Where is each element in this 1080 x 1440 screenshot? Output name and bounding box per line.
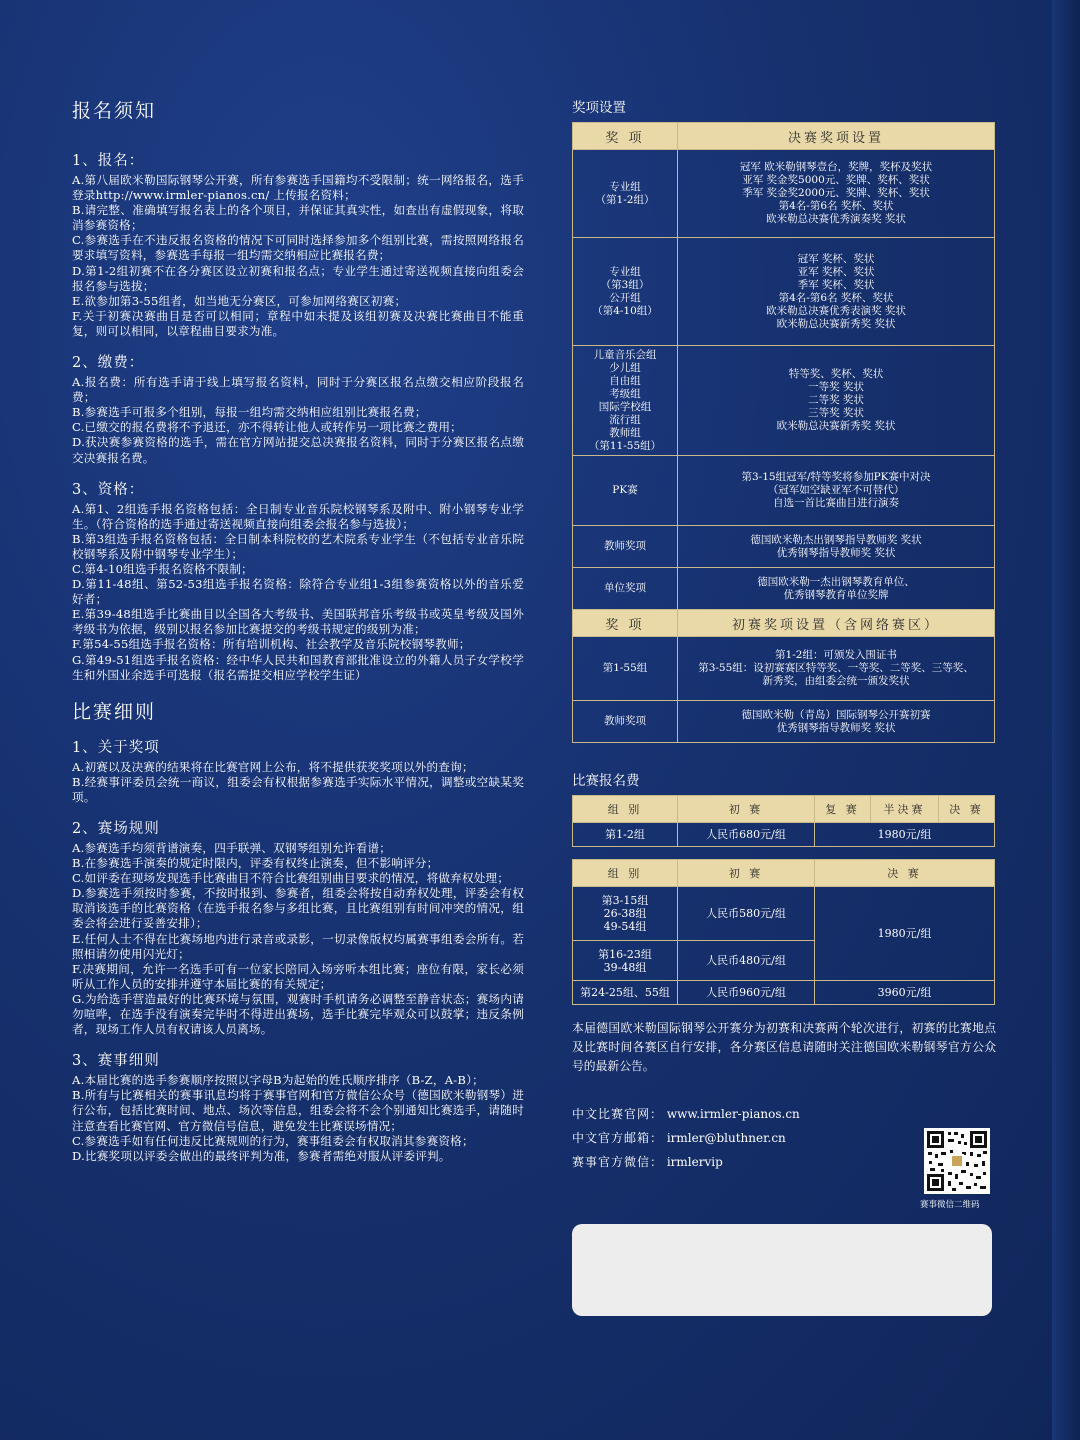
fees2-header-prelim: 初 赛 bbox=[678, 860, 815, 887]
fees1-rest: 1980元/组 bbox=[815, 823, 995, 847]
fees2-header-group: 组 别 bbox=[573, 860, 678, 887]
contact-website bbox=[572, 1102, 996, 1126]
award-desc: 德国欧米勒杰出钢琴指导教师奖 奖状 优秀钢琴指导教师奖 奖状 bbox=[678, 526, 995, 568]
awards-table bbox=[572, 122, 995, 743]
fees2-prelim-2: 人民币480元/组 bbox=[678, 941, 815, 981]
fees1-header-prelim: 初 赛 bbox=[678, 796, 815, 823]
right-column bbox=[572, 96, 996, 1210]
contact-email-link[interactable]: irmler@bluthner.cn bbox=[666, 1131, 786, 1145]
award-group: PK赛 bbox=[573, 456, 678, 526]
section-1 bbox=[72, 736, 524, 805]
section-1 bbox=[72, 149, 524, 339]
awards-header2-col2: 初赛奖项设置（含网络赛区） bbox=[678, 610, 995, 637]
award-desc: 第3-15组冠军/特等奖将参加PK赛中对决 （冠军如空缺亚军不可替代） 自选一首比赛曲目进行演奏 bbox=[678, 456, 995, 526]
section-heading: 1、报名： bbox=[72, 153, 145, 169]
fees2-final-3: 3960元/组 bbox=[815, 981, 995, 1005]
rules-sections bbox=[72, 736, 524, 1164]
rules-title: 比赛细则 bbox=[72, 700, 157, 723]
contact-website-label: 中文比赛官网： bbox=[572, 1107, 664, 1121]
registration-sections bbox=[72, 149, 524, 683]
award-desc: 德国欧米勒（青岛）国际钢琴公开赛初赛 优秀钢琴指导教师奖 奖状 bbox=[678, 701, 995, 743]
award-row bbox=[573, 238, 995, 346]
page-spine bbox=[1052, 0, 1080, 1440]
awards-title: 奖项设置 bbox=[572, 100, 626, 116]
award-group: 第1-55组 bbox=[573, 637, 678, 701]
award-row bbox=[573, 568, 995, 610]
award-group: 专业组 （第3组） 公开组 （第4-10组） bbox=[573, 238, 678, 346]
section-3 bbox=[72, 478, 524, 683]
registration-title: 报名须知 bbox=[72, 100, 157, 122]
award-row bbox=[573, 346, 995, 456]
section-3 bbox=[72, 1049, 524, 1164]
award-desc: 冠军 欧米勒钢琴壹台，奖牌，奖杯及奖状 亚军 奖金奖5000元、奖牌、奖杯、奖状 季军 奖金奖2000元、奖牌、奖杯、奖状 第4名-第6名 奖杯、奖状 欧米勒总决赛优秀演奏奖 奖状 bbox=[678, 150, 995, 238]
award-desc: 德国欧米勒一杰出钢琴教育单位、 优秀钢琴教育单位奖牌 bbox=[678, 568, 995, 610]
award-row bbox=[573, 456, 995, 526]
fees2-prelim-1: 人民币580元/组 bbox=[678, 887, 815, 941]
section-text: A.报名费：所有选手请于线上填写报名资料，同时于分赛区报名点缴交相应阶段报名费； B.参赛选手可报多个组别，每报一组均需交纳相应组别比赛报名费； C.已缴交的报名费将不予退还，亦不得转让他人或转作另一项比赛之费用； D.获决赛参赛资格的选手，需在官方网站提交总决赛报名资料，同时于分赛区报名点缴交决赛报名费。 bbox=[72, 375, 524, 465]
fees1-header-semi: 半决赛 bbox=[871, 796, 939, 823]
section-heading: 3、资格： bbox=[72, 481, 145, 498]
contact-wechat-label: 赛事官方微信： bbox=[572, 1155, 664, 1169]
award-desc: 冠军 奖杯、奖状 亚军 奖杯、奖状 季军 奖杯、奖状 第4名-第6名 奖杯、奖状 欧米勒总决赛优秀表演奖 奖状 欧米勒总决赛新秀奖 奖状 bbox=[678, 238, 995, 346]
section-2 bbox=[72, 351, 524, 466]
section-text: A.本届比赛的选手参赛顺序按照以字母B为起始的姓氏顺序排序（B-Z，A-B）； B.所有与比赛相关的赛事讯息均将于赛事官网和官方微信公众号（德国欧米勒钢琴）进行公布，包括比赛时间、地点、场次等信息，组委会将不会个别通知比赛选手，请随时注意查看比赛官网、官方微信号信息，避免发生比赛误场情况； C.参赛选手如有任何违反比赛规则的行为，赛事组委会有权取消其参赛资格； D.比赛奖项以评委会做出的最终评判为准，参赛者需绝对服从评委评判。 bbox=[72, 1073, 524, 1163]
award-row bbox=[573, 637, 995, 701]
fees2-group-3: 第24-25组、55组 bbox=[573, 981, 678, 1005]
award-row bbox=[573, 526, 995, 568]
award-row bbox=[573, 701, 995, 743]
fees1-header-final: 决 赛 bbox=[938, 796, 994, 823]
section-heading: 1、关于奖项 bbox=[72, 739, 160, 756]
fees2-shared-final: 1980元/组 bbox=[815, 887, 995, 981]
wechat-qr-code-icon bbox=[924, 1128, 990, 1194]
fees2-prelim-3: 人民币960元/组 bbox=[678, 981, 815, 1005]
left-column bbox=[72, 96, 524, 1176]
section-text: A.第八届欧米勒国际钢琴公开赛，所有参赛选手国籍均不受限制；统一网络报名，选手登录http://www.irmler-pianos.cn/ 上传报名资料； B.请完整、准确填写报名表上的各个项目，并保证其真实性，如查出有虚假现象，将取消参赛资格； C.参赛选手在不违反报名资格的情况下可同时选择参加多个组别比赛，需按照网络报名要求填写资料，参赛选手每报一组均需交纳相应比赛报名费； D.第1-2组初赛不在各分赛区设立初赛和报名点；专业学生通过寄送视频直接向组委会报名参与选拔； E.欲参加第3-55组者，如当地无分赛区，可参加网络赛区初赛； F.关于初赛决赛曲目是否可以相同；章程中如未提及该组初赛及决赛比赛曲目不能重复，则可以相同，以章程曲目要求为准。 bbox=[72, 173, 524, 338]
section-text: A.第1、2组选手报名资格包括：全日制专业音乐院校钢琴系及附中、附小钢琴专业学生。（符合资格的选手通过寄送视频直接向组委会报名参与选拔）； B.第3组选手报名资格包括：全日制本科院校的艺术院系专业学生（不包括专业音乐院校钢琴系及附中钢琴专业学生）； C.第4-10组选手报名资格不限制； D.第11-48组、第52-53组选手报名资格：除符合专业组1-3组参赛资格以外的音乐爱好者； E.第39-48组选手比赛曲目以全国各大考级书、美国联邦音乐考级书或英皇考级及国外考级书为依据，级别以报名参加比赛提交的考级书规定的级别为准； F.第54-55组选手报名资格：所有培训机构、社会教学及音乐院校钢琴教师； G.第49-51组选手报名资格：经中华人民共和国教育部批准设立的外籍人员子女学校学生和外国业余选手可选报（报名需提交相应学校学生证） bbox=[72, 501, 524, 682]
award-group: 儿童音乐会组 少儿组 自由组 考级组 国际学校组 流行组 教师组 （第11-55组） bbox=[573, 346, 678, 456]
blank-box bbox=[572, 1224, 992, 1316]
section-2 bbox=[72, 817, 524, 1037]
contact-wechat-id: irmlervip bbox=[666, 1155, 723, 1169]
fees1-header-second: 复 赛 bbox=[815, 796, 871, 823]
awards-header-col2: 决赛奖项设置 bbox=[678, 123, 995, 150]
section-heading: 2、赛场规则 bbox=[72, 821, 160, 837]
section-heading: 2、缴费： bbox=[72, 355, 145, 372]
awards-header2-col1: 奖 项 bbox=[573, 610, 678, 637]
section-text: A.参赛选手均须背谱演奏，四手联弹、双钢琴组别允许看谱； B.在参赛选手演奏的规定时限内，评委有权终止演奏，但不影响评分； C.如评委在现场发现选手比赛曲目不符合比赛组别曲目要求的情况，将做弃权处理； D.参赛选手须按时参赛，不按时报到、参赛者，组委会将按自动弃权处理，评委会有权取消该选手的比赛资格（在选手报名参与多组比赛，且比赛组别有时间冲突的情况，组委会将会进行妥善安排）； E.任何人士不得在比赛场地内进行录音或录影，一切录像版权均属赛事组委会所有。若照相请勿使用闪光灯； F.决赛期间，允许一名选手可有一位家长陪同入场旁听本组比赛；座位有限，家长必须听从工作人员的安排并遵守本届比赛的有关规定； G.为给选手营造最好的比赛环境与氛围，观赛时手机请务必调整至静音状态；赛场内请勿喧哗，在选手没有演奏完毕时不得进出赛场，选手比赛完毕观众可以鼓掌；违反条例者，现场工作人员有权请该人员离场。 bbox=[72, 841, 524, 1037]
contact-website-link[interactable]: www.irmler-pianos.cn bbox=[666, 1107, 800, 1121]
award-group: 教师奖项 bbox=[573, 526, 678, 568]
fees1-prelim: 人民币680元/组 bbox=[678, 823, 815, 847]
fees1-header-group: 组 别 bbox=[573, 796, 678, 823]
award-desc: 第1-2组：可颁发入围证书 第3-55组：设初赛赛区特等奖、一等奖、二等奖、三等奖、 新秀奖，由组委会统一颁发奖状 bbox=[678, 637, 995, 701]
fees-table-1 bbox=[572, 795, 995, 847]
award-group: 教师奖项 bbox=[573, 701, 678, 743]
award-desc: 特等奖、奖杯、奖状 一等奖 奖状 二等奖 奖状 三等奖 奖状 欧米勒总决赛新秀奖 奖状 bbox=[678, 346, 995, 456]
contact-email-label: 中文官方邮箱： bbox=[572, 1131, 664, 1145]
fees-title: 比赛报名费 bbox=[572, 773, 640, 789]
fees2-header-final: 决 赛 bbox=[815, 860, 995, 887]
award-row bbox=[573, 150, 995, 238]
fees2-group-1: 第3-15组 26-38组 49-54组 bbox=[573, 887, 678, 941]
qr-caption: 赛事微信二维码 bbox=[920, 1200, 980, 1210]
notice-text: 本届德国欧米勒国际钢琴公开赛分为初赛和决赛两个轮次进行，初赛的比赛地点及比赛时间各赛区自行安排，各分赛区信息请随时关注德国欧米勒钢琴官方公众号的最新公告。 bbox=[572, 1021, 996, 1073]
fees2-group-2: 第16-23组 39-48组 bbox=[573, 941, 678, 981]
award-group: 单位奖项 bbox=[573, 568, 678, 610]
fees1-group: 第1-2组 bbox=[573, 823, 678, 847]
awards-header-col1: 奖 项 bbox=[573, 123, 678, 150]
award-group: 专业组 （第1-2组） bbox=[573, 150, 678, 238]
section-heading: 3、赛事细则 bbox=[72, 1053, 160, 1070]
section-text: A.初赛以及决赛的结果将在比赛官网上公布，将不提供获奖奖项以外的查询； B.经赛事评委员会统一商议，组委会有权根据参赛选手实际水平情况，调整或空缺某奖项。 bbox=[72, 759, 524, 804]
fees-table-2 bbox=[572, 859, 995, 1005]
